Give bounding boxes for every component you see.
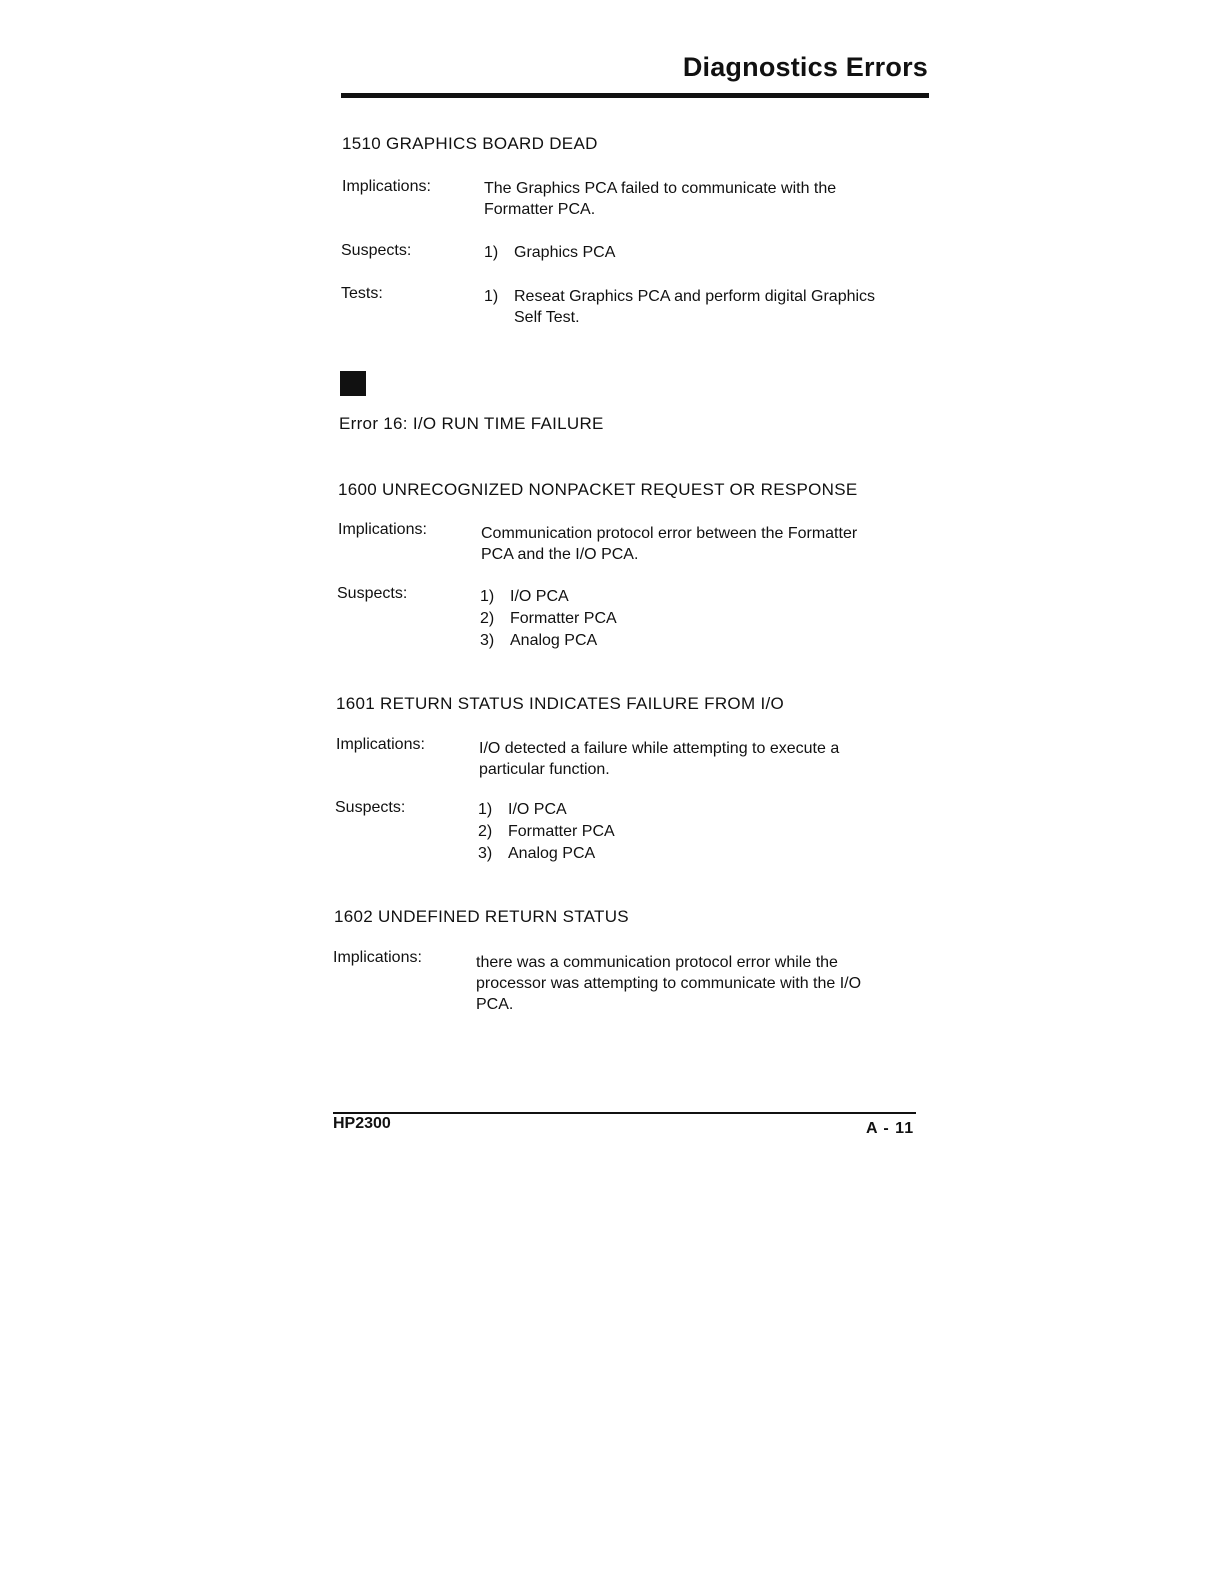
suspects-list <box>480 586 617 652</box>
text-line: I/O detected a failure while attempting to execute a <box>479 740 840 757</box>
text-line: there was a communication protocol error while the <box>476 954 838 971</box>
suspects-label: Suspects: <box>335 799 406 816</box>
suspects-label: Suspects: <box>337 585 408 602</box>
text-line: particular function. <box>479 761 610 778</box>
text-line: Communication protocol error between the Formatter <box>481 525 858 542</box>
list-number: 1) <box>478 801 493 818</box>
list-text: I/O PCA <box>508 801 567 818</box>
text-line: The Graphics PCA failed to communicate with the <box>484 180 837 197</box>
list-number: 1) <box>480 588 495 605</box>
implications-label: Implications: <box>333 949 422 966</box>
implications-label: Implications: <box>342 178 431 195</box>
header-rule <box>341 93 929 98</box>
list-item <box>478 821 615 843</box>
list-text: Graphics PCA <box>514 244 616 261</box>
section-marker <box>340 371 366 396</box>
list-text-continued: Self Test. <box>514 309 580 326</box>
error-title-1600: 1600 UNRECOGNIZED NONPACKET REQUEST OR RESPONSE <box>338 480 858 499</box>
error-title-1602: 1602 UNDEFINED RETURN STATUS <box>334 907 629 926</box>
list-number: 1) <box>484 244 499 261</box>
list-item <box>480 630 617 652</box>
page-title: Diagnostics Errors <box>682 52 928 82</box>
text-line: PCA and the I/O PCA. <box>481 546 639 563</box>
list-number: 3) <box>480 632 495 649</box>
list-item <box>484 242 615 263</box>
page-number: A - 11 <box>866 1120 915 1137</box>
tests-label: Tests: <box>341 285 383 302</box>
list-item <box>480 586 617 608</box>
suspects-label: Suspects: <box>341 242 412 259</box>
list-item <box>484 286 875 307</box>
implications-text <box>484 178 836 220</box>
implications-text <box>481 523 857 565</box>
error-title-1601: 1601 RETURN STATUS INDICATES FAILURE FROM I/O <box>336 694 785 713</box>
list-text: Reseat Graphics PCA and perform digital Graphics <box>514 288 876 305</box>
implications-text <box>479 738 839 780</box>
text-line: processor was attempting to communicate with the I/O <box>476 975 862 992</box>
implications-label: Implications: <box>338 521 427 538</box>
suspects-list <box>478 799 615 865</box>
text-line: PCA. <box>476 996 514 1013</box>
error-title-1510: 1510 GRAPHICS BOARD DEAD <box>342 134 598 153</box>
footer-model: HP2300 <box>333 1115 391 1132</box>
footer-rule <box>333 1112 916 1114</box>
list-text: Analog PCA <box>508 845 596 862</box>
section-heading: Error 16: I/O RUN TIME FAILURE <box>339 414 604 433</box>
list-number: 3) <box>478 845 493 862</box>
list-number: 2) <box>480 610 495 627</box>
list-item <box>478 799 615 821</box>
list-text: Analog PCA <box>510 632 598 649</box>
list-number: 2) <box>478 823 493 840</box>
list-item <box>478 843 615 865</box>
text-line: Formatter PCA. <box>484 201 596 218</box>
tests-list <box>484 286 875 328</box>
list-text: Formatter PCA <box>508 823 615 840</box>
list-number: 1) <box>484 288 499 305</box>
list-text: I/O PCA <box>510 588 569 605</box>
suspects-list <box>484 242 615 263</box>
list-item <box>480 608 617 630</box>
list-text: Formatter PCA <box>510 610 617 627</box>
implications-text <box>476 952 861 1015</box>
implications-label: Implications: <box>336 736 425 753</box>
